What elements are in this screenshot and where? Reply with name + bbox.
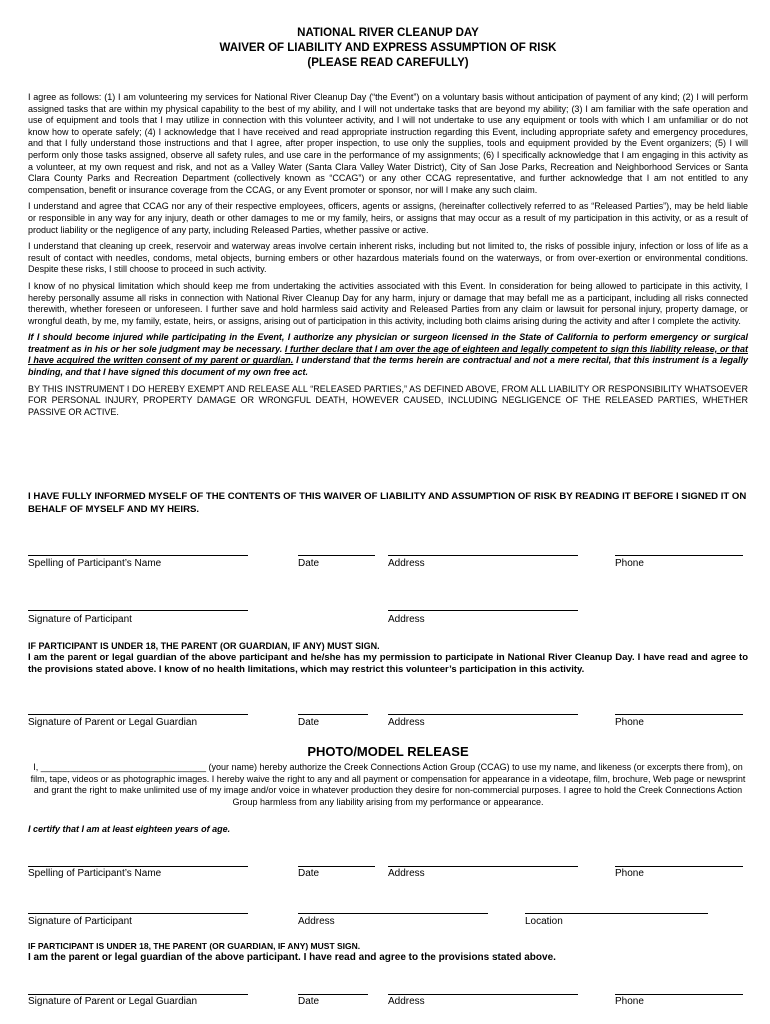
waiver-paragraph-4: I know of no physical limitation which should keep me from undertaking the activities associated with this Event. In consideration for being allowed to participate in this activity, I hereby personally assume all risks in connection with National River Cleanup Day for any harm, injury or damage that may befall me as a participant, including all risks connected therewith, whether foreseen or unforeseen. I further save and hold harmless said activity and Released Parties from any claim or lawsuit for personal injury, property damage, or wrongful death, by me, my family, estate, heirs, or assigns, arising out of participation in this activity, including both claims arising during the activity and after I complete the activity.	[28, 280, 748, 326]
location-line[interactable]	[525, 913, 708, 914]
guardian-phone-label: Phone	[615, 717, 644, 728]
photo-address-line[interactable]	[388, 866, 578, 867]
your-name-blank[interactable]: _________________________________	[40, 762, 206, 772]
photo-address-label: Address	[388, 868, 425, 879]
under18-section-2	[28, 940, 748, 964]
photo-address-line-2[interactable]	[298, 913, 488, 914]
waiver-paragraph-3: I understand that cleaning up creek, reservoir and waterway areas involve certain inherent risks, including but not limited to, the risks of possible injury, infection or loss of life as a result of contact with needles, condoms, metal objects, burning embers or other hazardous materials found on the waterways, or from over-exertion or environmental conditions. Despite these risks, I still choose to proceed in such activity.	[28, 241, 748, 275]
guardian-date-label: Date	[298, 717, 320, 728]
age-declaration: I further declare that I am over the age of eighteen and legally competent to sign this liability release, or that I have acquired the written consent of my parent or guardian.	[28, 343, 749, 366]
participant-signature-label: Signature of Participant	[28, 614, 132, 625]
photo-participant-signature-label: Signature of Participant	[28, 916, 132, 927]
address-line-2[interactable]	[388, 610, 578, 611]
phone-line[interactable]	[615, 555, 743, 556]
participant-signature-line[interactable]	[28, 610, 248, 611]
date-label: Date	[298, 558, 320, 569]
photo-release-title: PHOTO/MODEL RELEASE	[307, 744, 469, 759]
participant-name-line[interactable]	[28, 555, 248, 556]
address-label-2: Address	[388, 614, 425, 625]
waiver-paragraph-5	[28, 332, 748, 378]
informed-notice: I HAVE FULLY INFORMED MYSELF OF THE CONTENTS OF THIS WAIVER OF LIABILITY AND ASSUMPTION OF RISK BY READING IT BEFORE I SIGNED IT ON BEHALF OF MYSELF AND MY HEIRS.	[28, 491, 747, 515]
photo-date-line[interactable]	[298, 866, 375, 867]
phone-label: Phone	[615, 558, 644, 569]
guardian-address-line[interactable]	[388, 714, 578, 715]
title-line-1: NATIONAL RIVER CLEANUP DAY	[297, 27, 479, 39]
release-clause: BY THIS INSTRUMENT I DO HEREBY EXEMPT AND RELEASE ALL “RELEASED PARTIES,” AS DEFINED ABOVE, FROM ALL LIABILITY OR RESPONSIBILITY WHATSOEVER FOR PERSONAL INJURY, PROPERTY DAMAGE OR WRONGFUL DEATH, HOWEVER CAUSED, INCLUDING NEGLIGENCE OF THE RELEASED PARTIES, WHETHER PASSIVE OR ACTIVE.	[28, 383, 748, 417]
date-line[interactable]	[298, 555, 375, 556]
guardian-signature-line-2[interactable]	[28, 994, 248, 995]
photo-release-intro: I,	[33, 762, 41, 772]
guardian-phone-line[interactable]	[615, 714, 743, 715]
title-line-2: WAIVER OF LIABILITY AND EXPRESS ASSUMPTION OF RISK	[219, 42, 557, 54]
guardian-signature-label: Signature of Parent or Legal Guardian	[28, 717, 197, 728]
photo-participant-name-label: Spelling of Participant’s Name	[28, 868, 162, 879]
waiver-paragraph-1: I agree as follows: (1) I am volunteering my services for National River Cleanup Day (“the Event”) on a voluntary basis without anticipation of payment of any kind; (2) I will perform assigned tasks that are within my physical capability to the best of my ability, and I will not undertake tasks that are beyond my ability; (3) I am familiar with the safe operation and use of equipment and tools that I may utilize in connection with this volunteer activity, and I will not undertake to use any equipment or tools with which I am unfamiliar or do not know how to operate safely; (4) I acknowledge that I have received and read appropriate instruction regarding this Event, including appropriate safety and emergency procedures, and that I fully understand those instructions and that I agree, after proper inspection, to use only the supplies, tools and equipment provided by the Event organizers; (5) I will perform only those tasks assigned, observe all safety rules, and use care in the performance of my assignments; (6) I specifically acknowledge that I am engaging in this activity as a volunteer, at my own request and risk, and not as a Valley Water (Santa Clara Valley Water District), City of San Jose Parks, Recreation and Neighborhood Services or Santa Clara County Parks and Recreation Department (collectively known as “CCAG”) or any other CCAG representative, and further acknowledge that I am not entitled to any compensation, benefit or insurance coverage from the CCAG, or any Event promoter or sponsor, nor will I make any such claim.	[28, 92, 748, 195]
photo-participant-name-line[interactable]	[28, 866, 248, 867]
waiver-paragraph-2: I understand and agree that CCAG nor any of their respective employees, officers, agents or assigns, (hereinafter collectively referred to as “Released Parties”), may be held liable or responsible in any way for any injury, death or other damages to me or my family, heirs, or assigns that may occur as a result of my participation in this activity, or as a result of product liability or the negligence of any party, including Released Parties, whether passive or active.	[28, 201, 748, 235]
guardian-date-label-2: Date	[298, 996, 320, 1007]
photo-address-label-2: Address	[298, 916, 335, 927]
photo-participant-signature-line[interactable]	[28, 913, 248, 914]
guardian-phone-label-2: Phone	[615, 996, 644, 1007]
under18-heading-2: IF PARTICIPANT IS UNDER 18, THE PARENT (OR GUARDIAN, IF ANY) MUST SIGN.	[28, 941, 361, 951]
guardian-statement-2: I am the parent or legal guardian of the above participant. I have read and agree to the provisions stated above.	[28, 952, 556, 963]
participant-name-label: Spelling of Participant’s Name	[28, 558, 162, 569]
guardian-signature-label-2: Signature of Parent or Legal Guardian	[28, 996, 197, 1007]
location-label: Location	[525, 916, 563, 927]
photo-phone-line[interactable]	[615, 866, 743, 867]
address-label: Address	[388, 558, 425, 569]
document-title	[28, 26, 748, 71]
guardian-date-line[interactable]	[298, 714, 368, 715]
title-line-3: (PLEASE READ CAREFULLY)	[307, 57, 469, 69]
address-line[interactable]	[388, 555, 578, 556]
photo-release-body: (your name) hereby authorize the Creek Connections Action Group (CCAG) to use my name, and likeness (or excerpts there from), on film, tape, videos or as photographic images. I hereby waive the right to any and all payment or compensation for appearance in a videotape, film, brochure, Web page or newsprint and grant the right to make unlimited use of my image and/or voice in whatever production they desire for non-commercial purposes. I agree to hold the Creek Connections Action Group harmless from any liability arising from my performance or appearance.	[30, 762, 746, 807]
photo-date-label: Date	[298, 868, 320, 879]
under18-heading-1: IF PARTICIPANT IS UNDER 18, THE PARENT (OR GUARDIAN, IF ANY) MUST SIGN.	[28, 641, 380, 651]
guardian-phone-line-2[interactable]	[615, 994, 743, 995]
guardian-address-line-2[interactable]	[388, 994, 578, 995]
photo-release-text	[28, 762, 748, 808]
guardian-signature-line[interactable]	[28, 714, 248, 715]
waiver-body	[28, 92, 748, 418]
contract-statement: I understand that the terms herein are contractual and not a mere recital, that this instrument is a legally binding, and that I have signed this document of my own free act.	[28, 355, 748, 378]
photo-phone-label: Phone	[615, 868, 644, 879]
waiver-document	[28, 26, 749, 1007]
medical-authorization: If I should become injured while participating in the Event, I authorize any physician or surgeon licensed in the State of California to perform emergency or surgical treatment as in his or her sole judgment may be necessary.	[28, 332, 748, 354]
guardian-address-label-2: Address	[388, 996, 425, 1007]
guardian-address-label: Address	[388, 717, 425, 728]
guardian-statement-1: I am the parent or legal guardian of the above participant and he/she has my permission to participate in National River Cleanup Day. I have read and agree to the provisions stated above. I know of no health limitations, which may restrict this volunteer’s participation in this activity.	[28, 652, 748, 675]
guardian-date-line-2[interactable]	[298, 994, 368, 995]
age-certification: I certify that I am at least eighteen years of age.	[28, 824, 231, 834]
under18-section-1	[28, 640, 748, 676]
